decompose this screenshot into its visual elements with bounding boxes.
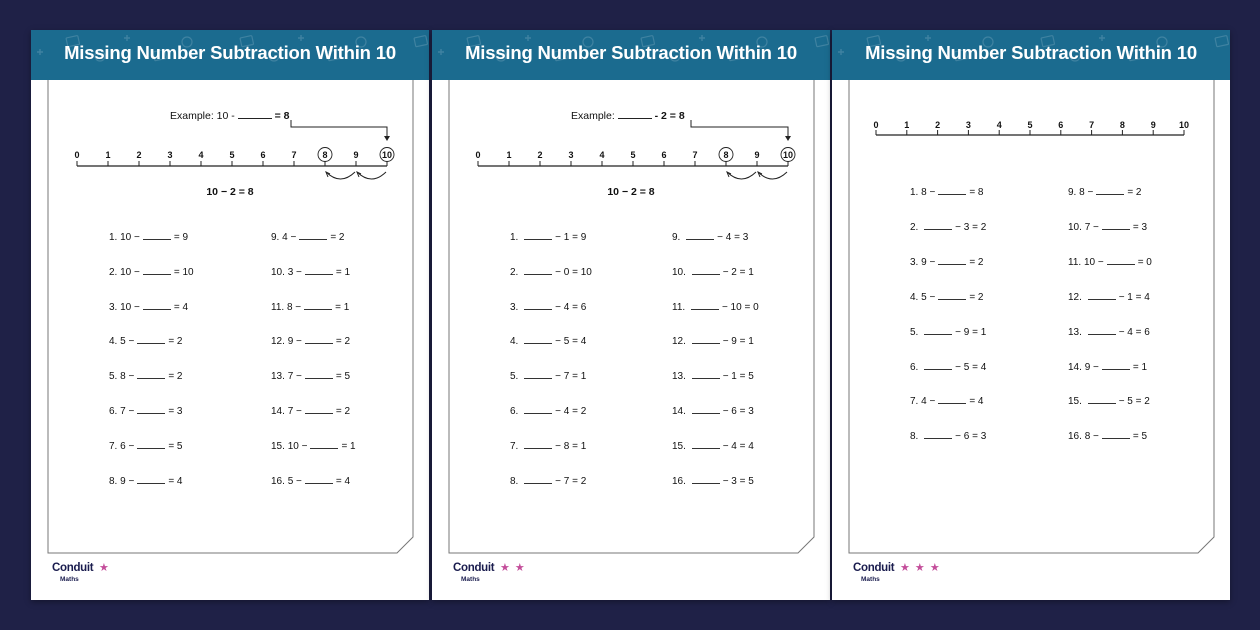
question-lead: 5 − [120, 336, 135, 348]
answer-blank[interactable] [305, 266, 333, 275]
question-tail: − 9 = 1 [955, 326, 987, 338]
question-item [271, 370, 350, 382]
question-tail: = 10 [173, 266, 194, 278]
question-number: 8. [910, 431, 922, 443]
difficulty-stars-icon: ★ ★ [500, 562, 526, 574]
question-tail: = 4 [168, 475, 183, 487]
question-item [910, 221, 986, 233]
question-lead: 3 − [287, 266, 302, 278]
question-item [672, 335, 754, 347]
question-lead: 10 − [120, 266, 140, 278]
hop-arc [727, 172, 756, 179]
worksheet-2 [432, 30, 830, 600]
question-lead: 7 − [1084, 221, 1099, 233]
number-line-label: 7 [291, 150, 297, 160]
question-tail: − 9 = 1 [722, 336, 754, 348]
question-tail: − 6 = 3 [722, 406, 754, 417]
question-item [109, 440, 183, 452]
answer-blank[interactable] [143, 266, 171, 275]
question-tail: − 5 = 2 [1118, 396, 1150, 408]
answer-blank[interactable] [143, 301, 171, 310]
question-number: 14. [1068, 361, 1085, 373]
question-lead: 9 − [1084, 361, 1099, 373]
worksheet-title: Missing Number Subtraction Within 10 [865, 42, 1197, 63]
answer-blank[interactable] [137, 475, 165, 484]
question-item [271, 231, 345, 243]
answer-blank[interactable] [524, 405, 552, 414]
conduit-logo [853, 562, 941, 583]
answer-blank[interactable] [524, 231, 552, 240]
number-line-label: 1 [105, 150, 111, 160]
question-item [510, 440, 586, 452]
question-number: 5. [510, 371, 522, 383]
number-line-label: 8 [322, 150, 328, 160]
question-lead: 8 − [286, 301, 302, 313]
answer-blank[interactable] [1102, 361, 1130, 370]
question-tail: = 9 [173, 232, 189, 243]
logo-word: Conduit [52, 562, 94, 574]
number-line-label: 9 [754, 150, 760, 160]
question-tail: − 1 = 5 [722, 371, 754, 383]
question-number: 6. [109, 406, 121, 417]
number-line-label: 0 [475, 150, 481, 160]
question-number: 10. [1068, 221, 1085, 233]
question-number: 16. [1068, 431, 1085, 443]
question-number: 2. [109, 266, 121, 278]
question-number: 11. [672, 301, 688, 313]
logo-word: Conduit [453, 562, 495, 574]
logo-sub: Maths [60, 576, 79, 583]
question-number: 1. [910, 187, 922, 198]
question-item [109, 405, 183, 417]
question-item [1068, 361, 1147, 373]
answer-blank[interactable] [143, 231, 171, 240]
question-number: 15. [271, 440, 288, 452]
example-prefix: Example: [571, 110, 618, 122]
question-number: 12. [1068, 291, 1085, 303]
question-item [910, 256, 984, 268]
question-item [271, 405, 350, 417]
question-tail: = 2 [168, 371, 183, 383]
worksheet-3 [832, 30, 1230, 600]
number-line-label: 2 [935, 120, 941, 130]
question-lead: 5 − [921, 291, 936, 303]
number-line-label: 0 [74, 150, 80, 160]
question-number: 2. [510, 266, 522, 278]
logo-sub: Maths [861, 576, 880, 583]
question-item [672, 440, 754, 452]
question-tail: = 2 [168, 336, 183, 348]
worksheet-1 [31, 30, 429, 600]
number-line-label: 3 [167, 150, 173, 160]
answer-blank[interactable] [924, 221, 952, 230]
hop-arc [326, 172, 355, 179]
answer-blank[interactable] [137, 405, 165, 414]
question-item [1068, 291, 1150, 303]
arrow-down-icon [785, 136, 791, 141]
question-tail: − 4 = 6 [555, 301, 587, 313]
question-number: 3. [510, 301, 522, 313]
worksheet-title: Missing Number Subtraction Within 10 [465, 42, 797, 63]
answer-blank[interactable] [299, 231, 327, 240]
question-tail: = 8 [969, 187, 984, 198]
number-line-label: 6 [260, 150, 266, 160]
answer-blank[interactable] [692, 440, 720, 449]
example-suffix: = 8 [271, 110, 290, 122]
question-tail: = 1 [341, 440, 356, 452]
answer-blank[interactable] [524, 301, 552, 310]
question-tail: = 2 [969, 291, 984, 303]
question-tail: = 1 [1132, 361, 1148, 373]
question-tail: − 5 = 4 [955, 361, 987, 373]
worksheet-title: Missing Number Subtraction Within 10 [64, 42, 396, 63]
question-item [1068, 256, 1152, 268]
question-item [510, 370, 586, 382]
question-tail: − 7 = 2 [555, 475, 587, 487]
number-line-label: 5 [229, 150, 235, 160]
question-tail: = 4 [335, 475, 351, 487]
worked-equation: 10 − 2 = 8 [607, 186, 655, 198]
question-lead: 10 − [287, 440, 308, 452]
question-item [1068, 395, 1150, 407]
answer-blank[interactable] [692, 405, 720, 414]
question-item [1068, 186, 1142, 198]
question-item [109, 266, 194, 278]
question-item [672, 405, 754, 417]
question-item [510, 475, 586, 487]
question-item [271, 301, 349, 313]
answer-blank[interactable] [305, 405, 333, 414]
number-line-label: 0 [873, 120, 879, 130]
question-number: 7. [109, 440, 121, 452]
answer-blank[interactable] [1102, 221, 1130, 230]
answer-blank[interactable] [938, 256, 966, 265]
question-item [271, 475, 350, 487]
answer-blank[interactable] [691, 301, 719, 310]
number-line-label: 3 [965, 120, 971, 130]
number-line-label: 8 [723, 150, 729, 160]
question-number: 7. [510, 440, 522, 452]
number-line-label: 6 [661, 150, 667, 160]
number-line-label: 2 [537, 150, 543, 160]
question-item [1068, 326, 1150, 338]
answer-blank[interactable] [304, 301, 332, 310]
hop-arc [357, 172, 386, 179]
number-line-label: 10 [381, 150, 393, 160]
question-tail: − 6 = 3 [955, 431, 987, 443]
question-tail: = 3 [168, 406, 183, 417]
pointer-line [691, 120, 788, 140]
question-lead: 10 − [120, 232, 140, 243]
question-item [1068, 430, 1147, 442]
question-tail: − 1 = 4 [1118, 291, 1150, 303]
question-item [672, 475, 754, 487]
question-number: 4. [910, 291, 922, 303]
question-item [672, 370, 754, 382]
question-lead: 9 − [120, 475, 135, 487]
answer-blank[interactable] [1088, 291, 1116, 300]
number-line-label: 1 [506, 150, 512, 160]
difficulty-stars-icon: ★ ★ ★ [900, 562, 941, 574]
answer-blank[interactable] [692, 335, 720, 344]
question-lead: 8 − [120, 371, 135, 383]
question-tail: = 2 [330, 232, 345, 243]
answer-blank[interactable] [924, 326, 952, 335]
question-lead: 7 − [120, 406, 135, 417]
question-tail: = 1 [335, 266, 351, 278]
question-number: 4. [510, 336, 522, 348]
pointer-line [291, 120, 387, 140]
question-tail: = 5 [335, 371, 351, 383]
question-lead: 10 − [120, 301, 140, 313]
question-item [510, 301, 586, 313]
question-lead: 6 − [120, 440, 135, 452]
question-number: 6. [510, 406, 522, 417]
worked-equation: 10 − 2 = 8 [206, 186, 254, 198]
number-line-label: 6 [1058, 120, 1064, 130]
answer-blank[interactable] [524, 266, 552, 275]
question-number: 13. [1068, 326, 1085, 338]
answer-blank[interactable] [686, 231, 714, 240]
number-line-label: 7 [1089, 120, 1095, 130]
question-number: 16. [271, 475, 288, 487]
question-number: 9. [1068, 187, 1080, 198]
question-number: 10. [271, 266, 288, 278]
question-number: 12. [271, 336, 288, 348]
question-number: 5. [109, 371, 121, 383]
question-item [109, 370, 183, 382]
question-number: 8. [109, 475, 121, 487]
question-number: 9. [672, 232, 684, 243]
answer-blank[interactable] [924, 361, 952, 370]
question-number: 7. [910, 396, 922, 408]
answer-blank[interactable] [137, 440, 165, 449]
conduit-logo [52, 562, 110, 583]
example-prefix: Example: 10 - [170, 110, 238, 122]
question-tail: = 2 [1127, 187, 1142, 198]
question-tail: − 3 = 2 [955, 221, 987, 233]
question-tail: − 10 = 0 [721, 301, 759, 313]
answer-blank[interactable] [1102, 430, 1130, 439]
question-item [672, 266, 754, 278]
question-tail: = 3 [1132, 221, 1148, 233]
answer-blank[interactable] [137, 370, 165, 379]
question-tail: − 7 = 1 [555, 371, 587, 383]
question-number: 9. [271, 232, 283, 243]
question-lead: 4 − [921, 396, 936, 408]
question-tail: − 4 = 2 [555, 406, 587, 417]
question-tail: − 5 = 4 [555, 336, 587, 348]
number-line-label: 5 [630, 150, 636, 160]
answer-blank[interactable] [305, 475, 333, 484]
answer-blank[interactable] [524, 440, 552, 449]
answer-blank[interactable] [1096, 186, 1124, 195]
question-number: 3. [910, 256, 922, 268]
question-number: 14. [672, 406, 689, 417]
question-lead: 8 − [921, 187, 936, 198]
answer-blank[interactable] [692, 370, 720, 379]
question-number: 12. [672, 336, 689, 348]
answer-blank[interactable] [938, 395, 966, 404]
question-tail: = 2 [335, 406, 351, 417]
question-number: 5. [910, 326, 922, 338]
question-tail: = 2 [969, 256, 984, 268]
number-line-label: 1 [904, 120, 910, 130]
answer-blank[interactable] [524, 475, 552, 484]
question-number: 6. [910, 361, 922, 373]
question-item [271, 335, 350, 347]
question-lead: 9 − [921, 256, 936, 268]
arrow-down-icon [384, 136, 390, 141]
question-tail: − 2 = 1 [722, 266, 754, 278]
answer-blank[interactable] [692, 475, 720, 484]
question-number: 2. [910, 221, 922, 233]
question-tail: = 5 [1132, 431, 1148, 443]
number-line-label: 7 [692, 150, 698, 160]
number-line-label: 8 [1119, 120, 1125, 130]
number-line-label: 4 [599, 150, 605, 160]
question-number: 10. [672, 266, 689, 278]
number-line-label: 4 [996, 120, 1002, 130]
answer-blank[interactable] [938, 186, 966, 195]
number-line [31, 30, 429, 230]
question-lead: 4 − [282, 232, 297, 243]
question-number: 8. [510, 475, 522, 487]
answer-blank[interactable] [692, 266, 720, 275]
answer-blank[interactable] [305, 370, 333, 379]
question-item [271, 266, 350, 278]
question-number: 13. [672, 371, 689, 383]
question-tail: = 5 [168, 440, 183, 452]
number-line-label: 9 [1150, 120, 1156, 130]
answer-blank[interactable] [310, 440, 338, 449]
question-number: 1. [109, 232, 121, 243]
answer-blank[interactable] [1088, 395, 1116, 404]
question-item [109, 335, 183, 347]
question-item [910, 186, 984, 198]
logo-sub: Maths [461, 576, 480, 583]
question-item [510, 405, 586, 417]
question-item [672, 301, 759, 313]
question-lead: 7 − [287, 406, 302, 417]
question-tail: = 2 [335, 336, 351, 348]
number-line-label: 3 [568, 150, 574, 160]
question-item [1068, 221, 1147, 233]
question-number: 4. [109, 336, 121, 348]
question-lead: 9 − [287, 336, 302, 348]
question-tail: = 4 [969, 396, 984, 408]
question-item [271, 440, 356, 452]
question-tail: = 0 [1137, 256, 1152, 268]
question-item [910, 326, 986, 338]
question-tail: − 4 = 6 [1118, 326, 1150, 338]
question-item [910, 361, 986, 373]
question-tail: = 1 [335, 301, 350, 313]
question-tail: − 4 = 3 [717, 232, 749, 243]
question-tail: − 4 = 4 [722, 440, 754, 452]
number-line [432, 30, 830, 230]
question-lead: 8 − [1079, 187, 1094, 198]
question-item [910, 395, 984, 407]
number-line-label: 10 [782, 150, 794, 160]
number-line [832, 30, 1230, 230]
answer-blank[interactable] [305, 335, 333, 344]
question-item [910, 430, 986, 442]
example-suffix: - 2 = 8 [651, 110, 685, 122]
answer-blank[interactable] [524, 370, 552, 379]
question-item [672, 231, 748, 243]
question-number: 3. [109, 301, 121, 313]
question-item [109, 301, 188, 313]
question-item [510, 335, 586, 347]
answer-blank[interactable] [938, 291, 966, 300]
logo-word: Conduit [853, 562, 895, 574]
answer-blank[interactable] [1088, 326, 1116, 335]
hop-arc [758, 172, 787, 179]
answer-blank[interactable] [137, 335, 165, 344]
question-lead: 5 − [287, 475, 302, 487]
question-tail: − 8 = 1 [555, 440, 587, 452]
number-line-label: 2 [136, 150, 142, 160]
question-item [109, 475, 183, 487]
question-number: 11. [271, 301, 287, 313]
question-item [510, 266, 592, 278]
question-lead: 10 − [1083, 256, 1104, 268]
question-number: 13. [271, 371, 288, 383]
number-line-label: 10 [1178, 120, 1190, 130]
question-number: 11. [1068, 256, 1084, 268]
difficulty-stars-icon: ★ [99, 562, 110, 574]
question-tail: − 1 = 9 [555, 232, 587, 243]
number-line-label: 5 [1027, 120, 1033, 130]
question-number: 16. [672, 475, 689, 487]
number-line-label: 4 [198, 150, 204, 160]
answer-blank[interactable] [1107, 256, 1135, 265]
question-number: 15. [672, 440, 689, 452]
question-lead: 8 − [1084, 431, 1099, 443]
answer-blank[interactable] [524, 335, 552, 344]
question-tail: − 3 = 5 [722, 475, 754, 487]
question-number: 15. [1068, 396, 1085, 408]
question-number: 14. [271, 406, 288, 417]
question-tail: − 0 = 10 [555, 266, 592, 278]
question-lead: 7 − [287, 371, 302, 383]
question-tail: = 4 [173, 301, 189, 313]
question-number: 1. [510, 232, 522, 243]
question-item [510, 231, 586, 243]
question-item [910, 291, 984, 303]
question-item [109, 231, 188, 243]
number-line-label: 9 [353, 150, 359, 160]
answer-blank[interactable] [924, 430, 952, 439]
conduit-logo [453, 562, 526, 583]
